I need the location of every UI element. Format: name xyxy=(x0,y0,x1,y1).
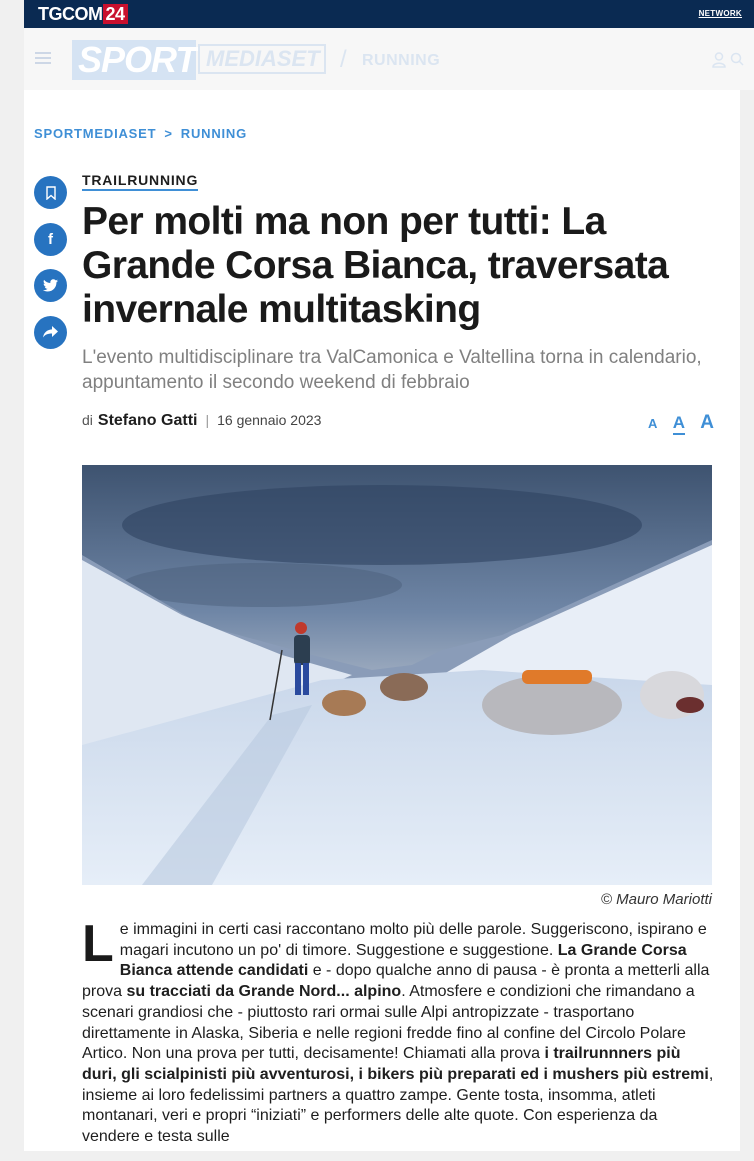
body-segment: e - dopo qualche anno di pausa - è pronta a metterli alla prova xyxy=(82,962,710,1001)
body-segment: . Atmosfere e condizioni che rimandano a scenari grandiosi che - piuttosto rari ormai sulle Alpi antropizzate - trasportano direttamente in Alaska, Siberia e nelle regioni fredde fino al confine del Circolo Polare Artico. Non una prova per tutti, decisamente! Chiamati alla prova xyxy=(82,983,695,1063)
header-separator: / xyxy=(340,46,347,73)
body-bold-segment: i trailrunnners più duri, gli scialpinisti più avventurosi, i bikers più preparati ed i mushers più estremi xyxy=(82,1045,709,1083)
bookmark-icon xyxy=(45,186,57,200)
user-icon[interactable] xyxy=(712,52,726,68)
article-body xyxy=(82,915,714,1148)
top-bar xyxy=(24,0,754,28)
font-size-medium-button[interactable]: A xyxy=(673,413,685,435)
logo-number: 24 xyxy=(103,4,128,24)
hamburger-menu-icon[interactable] xyxy=(35,52,51,64)
article-kicker[interactable]: TRAILRUNNING xyxy=(82,172,198,191)
breadcrumb-separator: > xyxy=(164,126,173,141)
article-subtitle: L'evento multidisciplinare tra ValCamonica e Valtellina torna in calendario, appuntamento il secondo weekend di febbraio xyxy=(82,347,702,393)
drop-cap: L xyxy=(82,915,114,973)
logo-main: TGCOM xyxy=(38,4,103,24)
photo-credit: © Mauro Mariotti xyxy=(600,891,712,908)
breadcrumb xyxy=(34,126,247,141)
author-name[interactable]: Stefano Gatti xyxy=(97,412,198,429)
twitter-share-button[interactable] xyxy=(34,269,67,302)
search-icon[interactable] xyxy=(730,52,744,66)
font-size-large-button[interactable]: A xyxy=(700,412,714,433)
tgcom24-logo[interactable] xyxy=(32,3,134,25)
breadcrumb-section[interactable]: RUNNING xyxy=(180,126,248,141)
sport-logo[interactable]: SPORT xyxy=(72,40,196,80)
header-section-name[interactable]: RUNNING xyxy=(362,52,441,69)
body-segment: , insieme ai loro fedelissimi partners a quattro zampe. Gente tosta, insomma, atleti montanari, veri e propri “iniziati” e performers delle alte quote. Con esperienza da vendere e testa sulle xyxy=(82,1065,714,1146)
mediaset-logo[interactable]: MEDIASET xyxy=(198,44,326,74)
byline xyxy=(82,412,321,430)
share-button[interactable] xyxy=(34,316,67,349)
sport-header xyxy=(24,28,754,90)
network-link[interactable]: NETWORK xyxy=(698,9,742,18)
bookmark-button[interactable] xyxy=(34,176,67,209)
article-content xyxy=(24,90,740,1151)
body-bold-segment: La Grande Corsa Bianca attende candidati xyxy=(119,941,687,980)
byline-separator: | xyxy=(205,412,210,428)
body-bold-segment: su tracciati da Grande Nord... alpino xyxy=(126,983,402,1001)
article-headline: Per molti ma non per tutti: La Grande Corsa Bianca, traversata invernale multitasking xyxy=(82,200,669,331)
byline-prefix: di xyxy=(82,412,93,428)
hero-image xyxy=(82,465,712,885)
hero-photo-sled-dogs xyxy=(82,465,712,885)
font-size-controls xyxy=(648,412,714,442)
share-arrow-icon xyxy=(43,326,58,338)
facebook-icon: f xyxy=(48,230,53,248)
font-size-small-button[interactable]: A xyxy=(648,416,658,431)
share-column xyxy=(34,176,67,362)
breadcrumb-home[interactable]: SPORTMEDIASET xyxy=(34,126,157,141)
facebook-share-button[interactable] xyxy=(34,223,67,256)
publish-date: 16 gennaio 2023 xyxy=(217,412,322,428)
body-segment: e immagini in certi casi raccontano molto più delle parole. Suggeriscono, ispirano e magari incutono un po' di timore. Suggestione e suggestione. xyxy=(119,921,707,959)
twitter-icon xyxy=(43,279,58,292)
